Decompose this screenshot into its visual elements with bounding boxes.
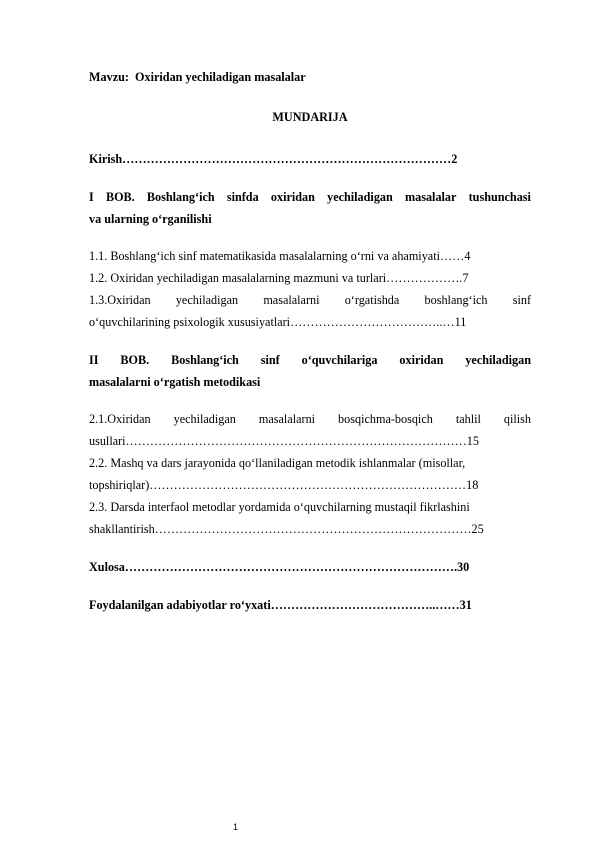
- toc-conclusion[interactable]: Xulosa……………………………………………………………………….30: [89, 560, 470, 574]
- toc-section-2-3-line2[interactable]: shakllantirish……………………………………………………………………25: [89, 522, 484, 536]
- toc-section-2-2-line1[interactable]: 2.2. Mashq va dars jarayonida qo‘llaniladigan metodik ishlanmalar (misollar,: [89, 456, 466, 470]
- toc-chapter2-line1[interactable]: II BOB. Boshlang‘ich sinf o‘quvchilariga oxiridan yechiladigan: [89, 353, 531, 367]
- toc-section-2-3-line1[interactable]: 2.3. Darsda interfaol metodlar yordamida o‘quvchilarning mustaqil fikrlashini: [89, 500, 470, 514]
- toc-section-1-3-line2[interactable]: o‘quvchilarining psixologik xususiyatlari………………………………..…11: [89, 315, 467, 329]
- page-number: 1: [232, 822, 238, 832]
- toc-chapter1-line2[interactable]: va ularning o‘rganilishi: [89, 212, 212, 226]
- toc-chapter2-line2[interactable]: masalalarni o‘rgatish metodikasi: [89, 375, 261, 389]
- topic-title: Oxiridan yechiladigan masalalar: [135, 70, 306, 84]
- topic-label: Mavzu:: [89, 70, 129, 84]
- toc-intro[interactable]: Kirish………………………………………………………………………2: [89, 152, 458, 166]
- toc-references[interactable]: Foydalanilgan adabiyotlar ro‘yxati…………………………………..……31: [89, 598, 472, 612]
- toc-section-1-1[interactable]: 1.1. Boshlang‘ich sinf matematikasida masalalarning o‘rni va ahamiyati……4: [89, 249, 471, 263]
- toc-section-2-2-line2[interactable]: topshiriqlar)……………………………………………………………………18: [89, 478, 479, 492]
- topic-line: [89, 69, 531, 85]
- toc-chapter1-line1[interactable]: I BOB. Boshlang‘ich sinfda oxiridan yechiladigan masalalar tushunchasi: [89, 190, 531, 204]
- toc-section-2-1-line2[interactable]: usullari…………………………………………………………………………15: [89, 434, 479, 448]
- toc-section-2-1-line1[interactable]: 2.1.Oxiridan yechiladigan masalalarni bosqichma-bosqich tahlil qilish: [89, 412, 531, 426]
- toc-section-1-3-line1[interactable]: 1.3.Oxiridan yechiladigan masalalarni o‘rgatishda boshlang‘ich sinf: [89, 293, 531, 307]
- contents-heading: MUNDARIJA: [272, 110, 348, 124]
- toc-section-1-2[interactable]: 1.2. Oxiridan yechiladigan masalalarning mazmuni va turlari……………….7: [89, 271, 469, 285]
